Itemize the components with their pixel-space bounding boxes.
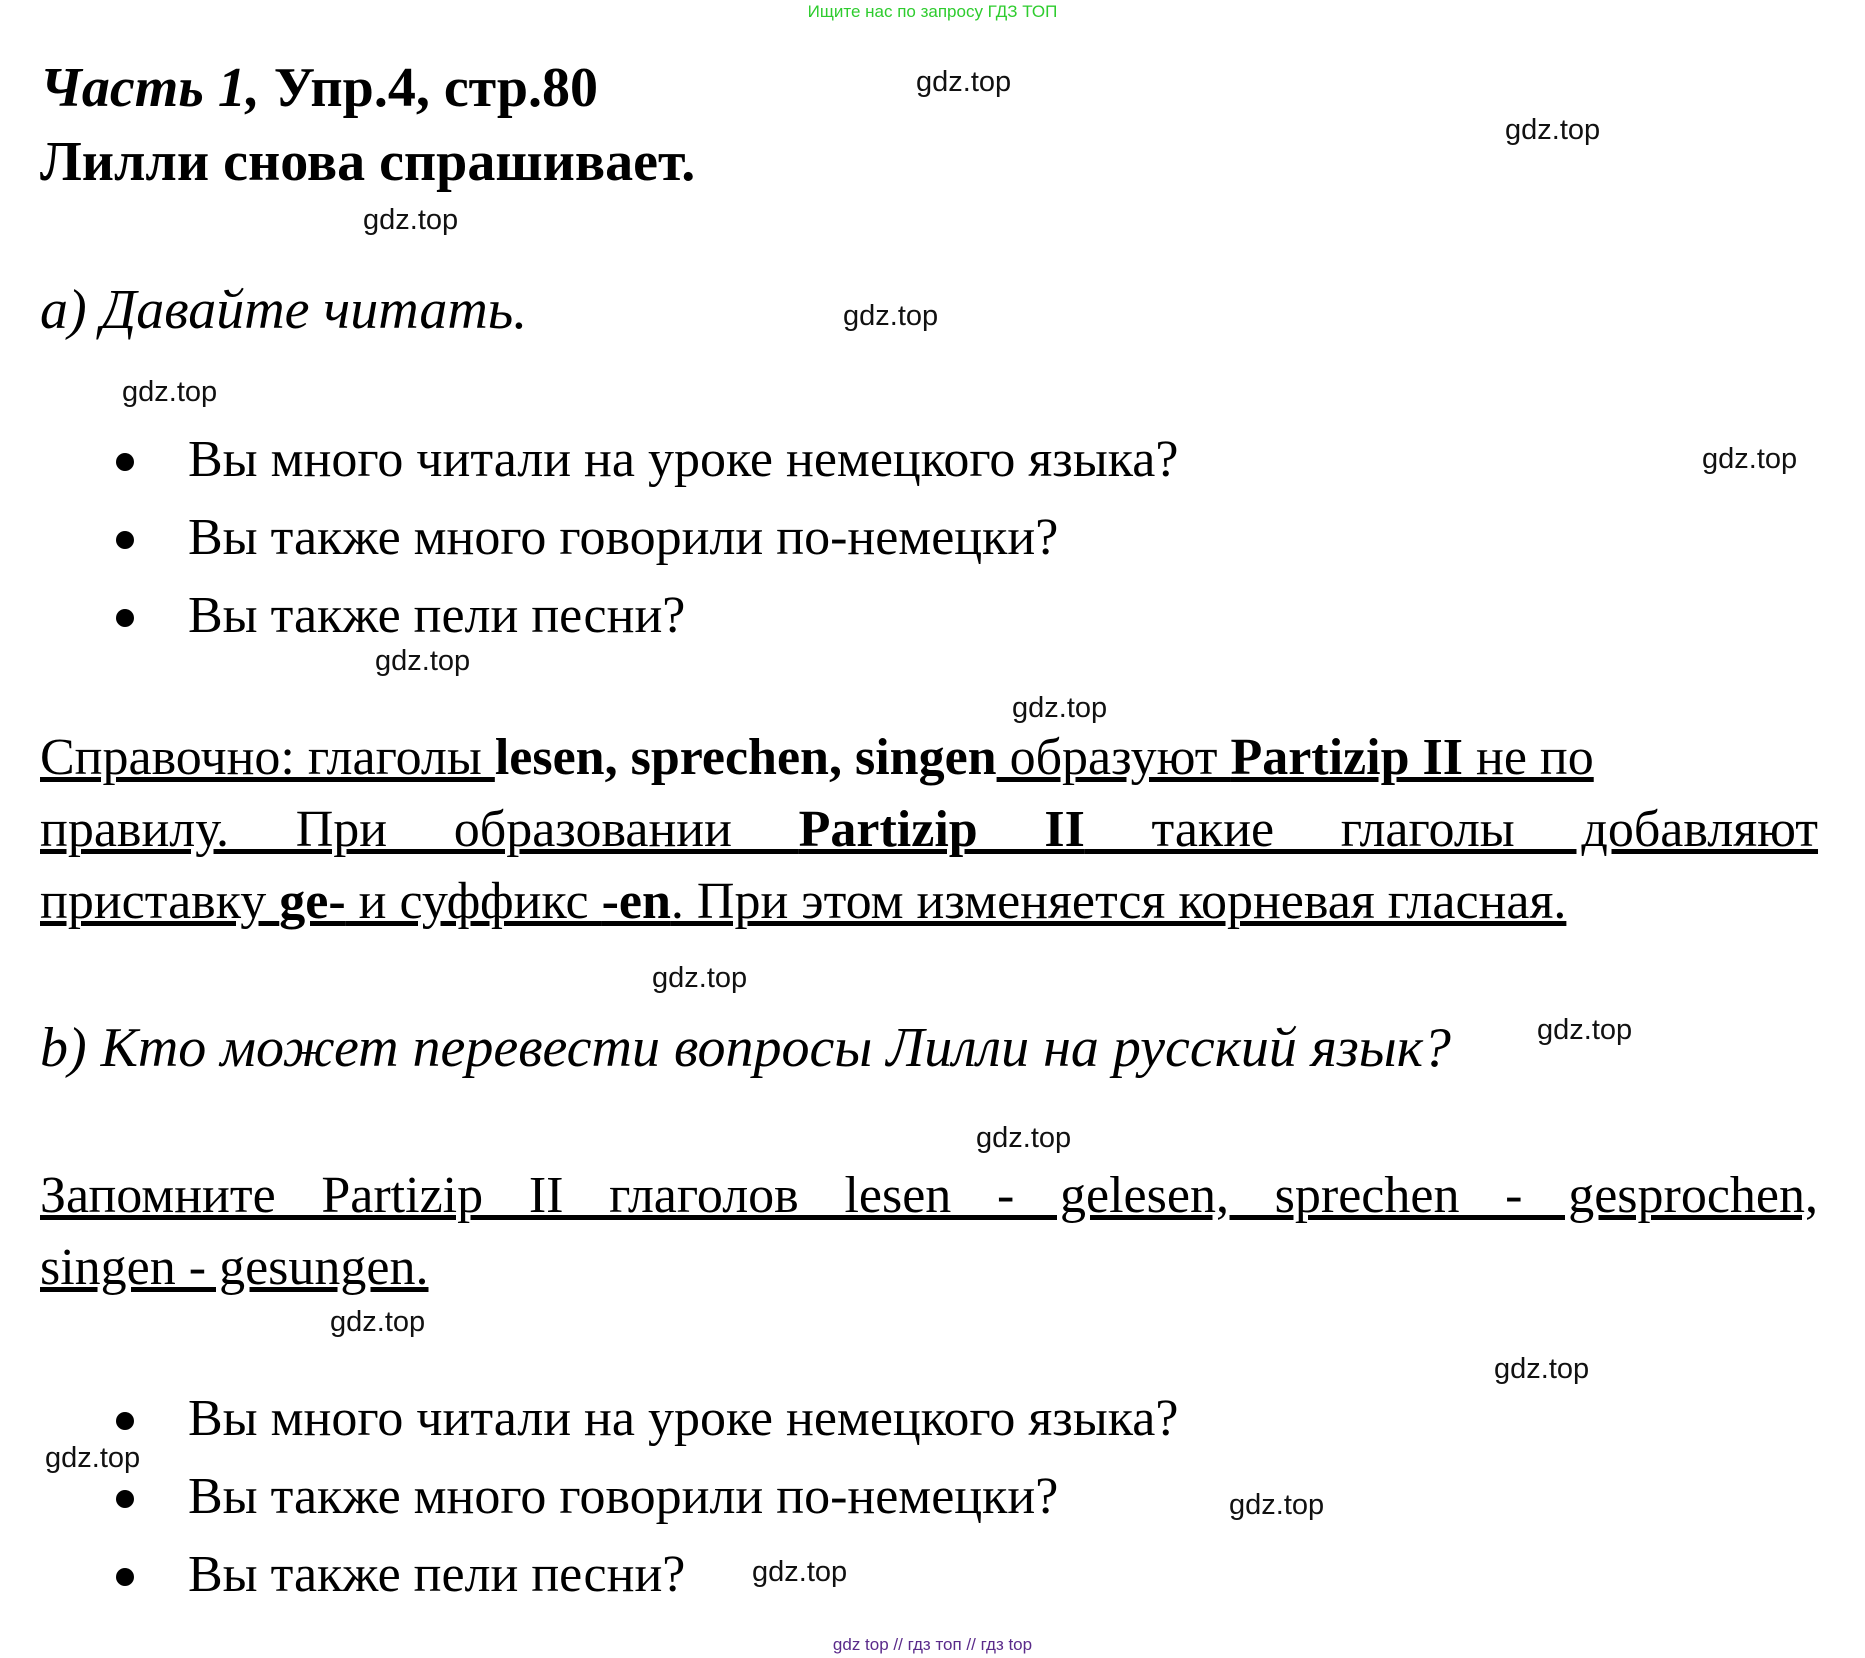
note-line: singen - gesungen.	[40, 1239, 429, 1296]
watermark: gdz.top	[1505, 114, 1601, 146]
note-text: . При этом изменяется корневая гласная.	[670, 873, 1567, 930]
question-text: Вы много читали на уроке немецкого языка?	[188, 1390, 1179, 1447]
bullet-icon	[116, 531, 134, 549]
exercise-title	[40, 56, 598, 120]
note-term: Partizip II	[1230, 729, 1463, 786]
bottom-banner: gdz top // гдз топ // гдз top	[832, 1635, 1033, 1654]
note-text: образуют	[996, 729, 1231, 786]
note-text: приставку	[40, 873, 280, 930]
watermark: gdz.top	[375, 645, 471, 677]
note-line	[40, 722, 1818, 794]
watermark: gdz.top	[1494, 1353, 1590, 1385]
bullet-icon	[116, 1412, 134, 1430]
watermark: gdz.top	[1537, 1014, 1633, 1046]
title-exercise: Упр.4, стр.80	[259, 57, 599, 119]
question-text: Вы также пели песни?	[188, 587, 686, 644]
note-prefix: ge-	[279, 873, 346, 930]
watermark: gdz.top	[363, 204, 459, 236]
watermark: gdz.top	[45, 1442, 141, 1474]
bullet-icon	[116, 609, 134, 627]
top-banner: Ищите нас по запросу ГДЗ ТОП	[807, 2, 1058, 21]
watermark: gdz.top	[1229, 1489, 1325, 1521]
bullet-icon	[116, 453, 134, 471]
section-a-heading: a) Давайте читать.	[40, 279, 528, 341]
note-text: такие глаголы добавляют	[1084, 801, 1819, 858]
remember-note	[40, 1160, 1818, 1304]
note-text: Справочно: глаголы	[40, 729, 495, 786]
note-line: Запомните Partizip II глаголов lesen - gelesen, sprechen - gesprochen,	[40, 1167, 1818, 1224]
exercise-subtitle: Лилли снова спрашивает.	[40, 131, 696, 193]
question-text: Вы также много говорили по-немецки?	[188, 509, 1059, 566]
question-text: Вы также пели песни?	[188, 1546, 686, 1603]
note-term: Partizip II	[798, 801, 1085, 858]
note-text: правилу. При образовании	[40, 801, 799, 858]
note-line	[40, 794, 1818, 866]
bullet-icon	[116, 1568, 134, 1586]
watermark: gdz.top	[976, 1122, 1072, 1154]
title-part: Часть 1,	[40, 57, 260, 119]
note-verbs: lesen, sprechen, singen	[494, 729, 997, 786]
note-suffix: -en	[601, 873, 671, 930]
watermark: gdz.top	[652, 962, 748, 994]
question-text: Вы много читали на уроке немецкого языка?	[188, 431, 1179, 488]
watermark: gdz.top	[1012, 692, 1108, 724]
watermark: gdz.top	[122, 376, 218, 408]
watermark: gdz.top	[330, 1306, 426, 1338]
watermark: gdz.top	[1702, 443, 1798, 475]
watermark: gdz.top	[843, 300, 939, 332]
bullet-icon	[116, 1490, 134, 1508]
note-line	[40, 866, 1818, 938]
watermark: gdz.top	[752, 1556, 848, 1588]
note-text: и суффикс	[345, 873, 602, 930]
note-text: не по	[1462, 729, 1594, 786]
reference-note	[40, 722, 1818, 938]
section-b-heading: b) Кто может перевести вопросы Лилли на русский язык?	[40, 1017, 1451, 1079]
question-text: Вы также много говорили по-немецки?	[188, 1468, 1059, 1525]
watermark: gdz.top	[916, 66, 1012, 98]
